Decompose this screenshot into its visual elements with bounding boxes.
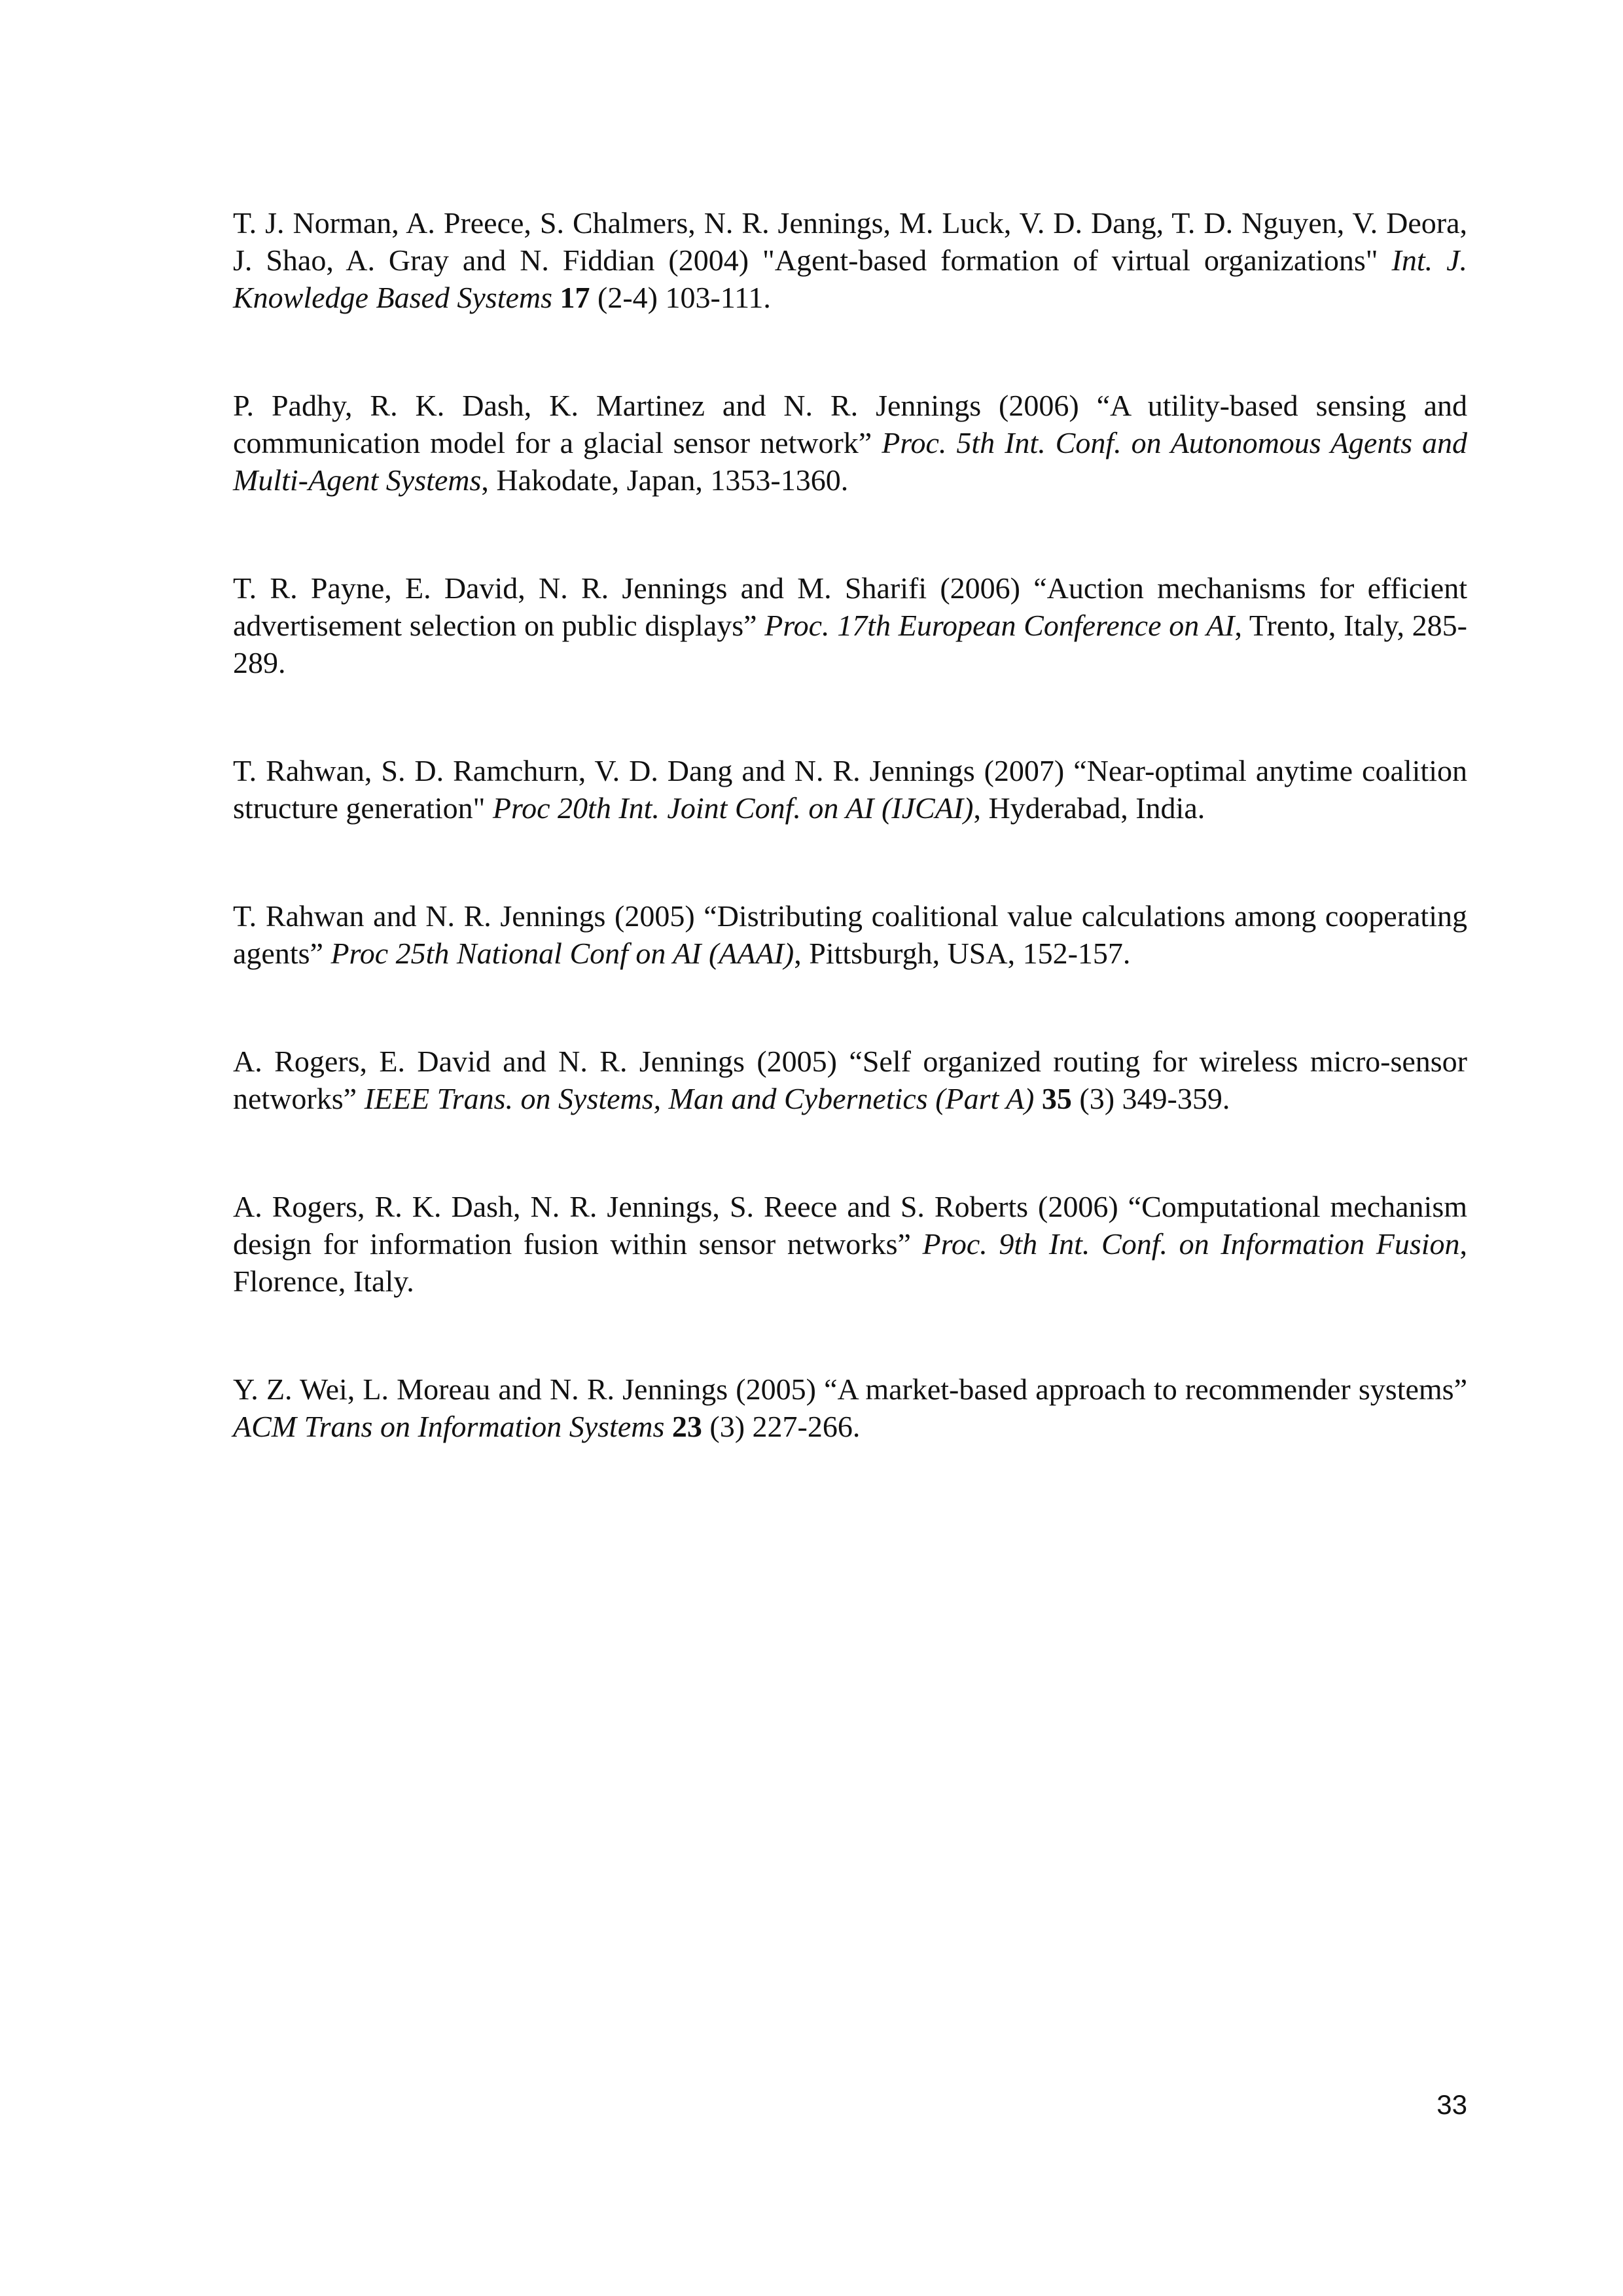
reference-entry [233,387,1467,499]
reference-location: , Florence, Italy. [233,1227,1467,1298]
reference-volume: 17 [560,281,590,314]
reference-venue: ACM Trans on Information Systems [233,1410,665,1443]
reference-location: , Pittsburgh, USA, 152-157. [794,937,1131,970]
reference-pages: (3) 227-266. [702,1410,861,1443]
reference-volume: 35 [1041,1082,1072,1115]
reference-location: , Trento, Italy, 285-289. [233,609,1467,679]
reference-venue: Proc. 17th European Conference on AI [764,609,1235,642]
reference-entry [233,1371,1467,1445]
page-number: 33 [1436,2089,1467,2120]
reference-entry [233,1188,1467,1300]
reference-location: , Hakodate, Japan, 1353-1360. [481,463,849,497]
reference-venue: Proc. 9th Int. Conf. on Information Fusion [922,1227,1460,1261]
reference-venue: Proc. 5th Int. Conf. on Autonomous Agents and Multi-Agent Systems [233,426,1467,497]
reference-entry [233,569,1467,681]
reference-authors-title: T. J. Norman, A. Preece, S. Chalmers, N. R. Jennings, M. Luck, V. D. Dang, T. D. Nguyen, V. Deora, J. Shao, A. Gray and N. Fiddian (2004) "Agent-based formation of virtual organizations" [233,206,1467,277]
reference-entry [233,204,1467,316]
reference-authors-title: Y. Z. Wei, L. Moreau and N. R. Jennings (2005) “A market-based approach to recommender systems” [233,1372,1467,1406]
reference-venue: Proc 20th Int. Joint Conf. on AI (IJCAI) [492,791,974,825]
reference-authors-title: T. R. Payne, E. David, N. R. Jennings and M. Sharifi (2006) “Auction mechanisms for efficient advertisement selection on public displays” [233,571,1467,642]
reference-pages: (3) 349-359. [1071,1082,1230,1115]
reference-venue: Proc 25th National Conf on AI (AAAI) [330,937,794,970]
reference-list [233,204,1467,1516]
reference-location: , Hyderabad, India. [973,791,1205,825]
reference-venue: IEEE Trans. on Systems, Man and Cybernetics (Part A) [364,1082,1035,1115]
reference-entry [233,897,1467,972]
reference-pages: (2-4) 103-111. [590,281,771,314]
reference-authors-title: A. Rogers, E. David and N. R. Jennings (2005) “Self organized routing for wireless micro-sensor networks” [233,1045,1467,1115]
reference-authors-title: T. Rahwan, S. D. Ramchurn, V. D. Dang and N. R. Jennings (2007) “Near-optimal anytime coalition structure generation" [233,754,1467,825]
reference-entry [233,1043,1467,1117]
reference-authors-title: T. Rahwan and N. R. Jennings (2005) “Distributing coalitional value calculations among cooperating agents” [233,899,1467,970]
reference-volume: 23 [671,1410,702,1443]
reference-venue: Int. J. Knowledge Based Systems [233,243,1467,314]
reference-authors-title: P. Padhy, R. K. Dash, K. Martinez and N. R. Jennings (2006) “A utility-based sensing and communication model for a glacial sensor network” [233,389,1467,459]
reference-entry [233,752,1467,827]
reference-authors-title: A. Rogers, R. K. Dash, N. R. Jennings, S. Reece and S. Roberts (2006) “Computational mechanism design for information fusion within sensor networks” [233,1190,1467,1261]
